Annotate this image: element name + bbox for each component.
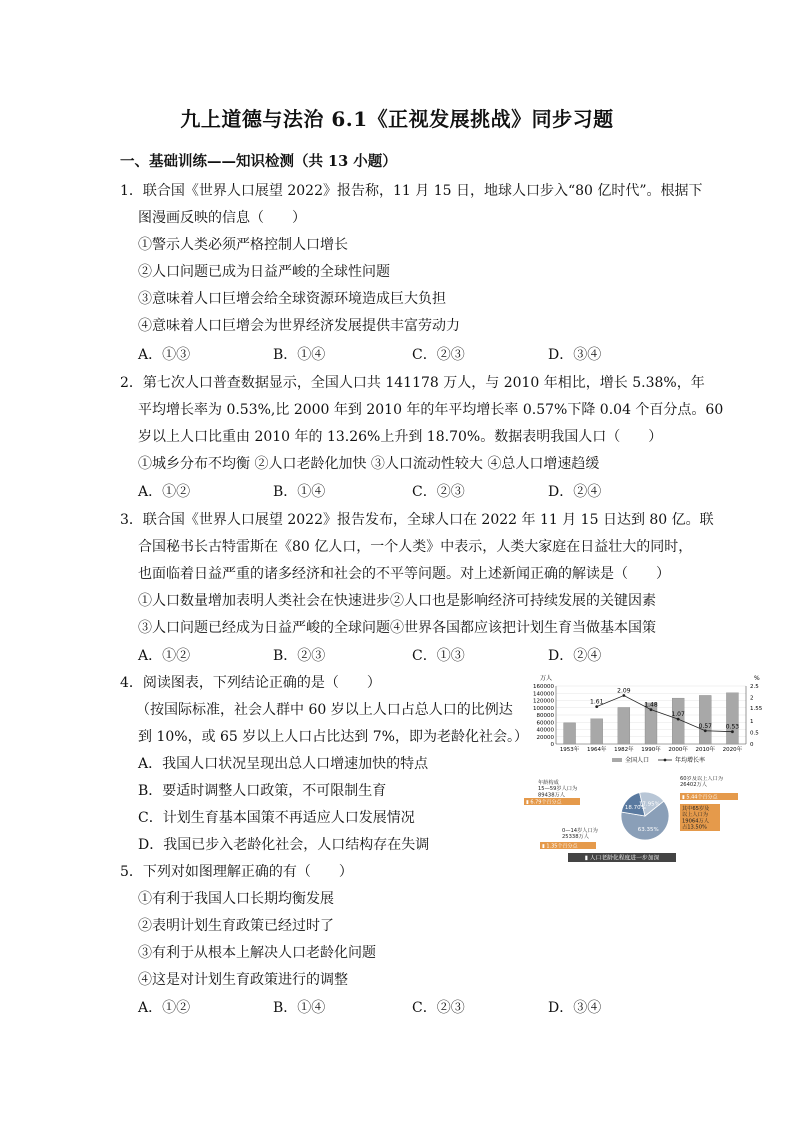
age-structure-pie-chart — [520, 776, 770, 864]
growth-rate-label: 1.07 — [671, 711, 685, 719]
x-tick-label: 1964年 — [586, 747, 607, 753]
pie-value-label: 63.35% — [637, 826, 659, 833]
question-1-statement-3: ③意味着人口巨增会给全球资源环境造成巨大负担 — [138, 291, 446, 307]
section-heading: 一、基础训练——知识检测（共 13 小题） — [120, 153, 397, 170]
annotation-elderly: 60岁及以上人口为 26402万人 — [680, 776, 723, 789]
question-3-stem-cont: 也面临着日益严重的诸多经济和社会的不平等问题。对上述新闻正确的解读是（ ） — [138, 566, 670, 582]
question-1-option-a[interactable]: A．①③ — [138, 347, 191, 363]
question-2-option-c[interactable]: C．②③ — [412, 484, 465, 500]
population-bar-line-chart — [520, 672, 770, 772]
page-title: 九上道德与法治 6.1《正视发展挑战》同步习题 — [180, 107, 614, 131]
pie-value-label: 17.95% — [638, 801, 660, 808]
question-4-note-cont: 到 10%，或 65 岁以上人口占比达到 7%，即为老龄化社会。） — [138, 729, 528, 745]
question-3-statement-3-4: ③人口问题已经成为日益严峻的全球问题④世界各国都应该把计划生育当做基本国策 — [138, 620, 656, 636]
annotation-over65: 其中65岁及以上人口为 19064万人占13.50% — [682, 806, 710, 831]
question-2-option-a[interactable]: A．①② — [138, 484, 191, 500]
population-figure — [520, 672, 770, 860]
question-1-stem-cont: 图漫画反映的信息（ ） — [138, 210, 306, 226]
question-3-option-c[interactable]: C．①③ — [412, 648, 465, 664]
legend-marker-growth — [664, 759, 667, 762]
left-tick-label: 120000 — [533, 698, 554, 705]
tag-children: ▮ 1.35个百分点 — [542, 843, 578, 850]
question-4-note: （按国际标准，社会人群中 60 岁以上人口占总人口的比例达 — [136, 702, 513, 718]
annotation-children: 0—14岁人口为 25338万人 — [562, 828, 598, 841]
left-tick-label: 0 — [550, 742, 554, 748]
question-5-option-c[interactable]: C．②③ — [412, 1000, 465, 1016]
annotation-working-age: 年龄构成 15—59岁人口为 89438万人 — [538, 780, 578, 799]
right-tick-label: 0 — [750, 742, 754, 748]
left-axis-unit: 万人 — [539, 675, 552, 682]
question-2-statements: ①城乡分布不均衡 ②人口老龄化加快 ③人口流动性较大 ④总人口增速趋缓 — [138, 456, 600, 472]
question-3-option-a[interactable]: A．①② — [138, 648, 191, 664]
footer-banner: ▮ 人口老龄化程度进一步加深 — [584, 855, 660, 862]
left-tick-label: 60000 — [536, 720, 554, 727]
question-5-option-b[interactable]: B．①④ — [273, 1000, 326, 1016]
growth-rate-label: 0.53 — [725, 723, 740, 731]
left-tick-label: 140000 — [533, 691, 554, 698]
growth-rate-line — [597, 696, 733, 732]
question-1-statement-4: ④意味着人口巨增会为世界经济发展提供丰富劳动力 — [138, 318, 460, 334]
population-bar — [564, 723, 576, 744]
growth-rate-label: 2.09 — [617, 687, 631, 695]
question-4-option-d[interactable]: D．我国已步入老龄化社会，人口结构存在失调 — [138, 837, 430, 853]
x-tick-label: 1990年 — [641, 747, 661, 753]
right-axis-unit: % — [754, 675, 760, 682]
right-tick-label: 0.5 — [750, 730, 759, 737]
x-tick-label: 2010年 — [695, 747, 716, 753]
question-2-option-d[interactable]: D．②④ — [548, 484, 602, 500]
left-tick-label: 40000 — [536, 727, 554, 734]
question-4-option-a[interactable]: A．我国人口状况呈现出总人口增速加快的特点 — [138, 756, 429, 772]
question-5-option-d[interactable]: D．③④ — [548, 1000, 602, 1016]
question-5-stem: 5．下列对如图理解正确的有（ ） — [120, 864, 353, 880]
growth-rate-label: 0.57 — [698, 722, 712, 730]
question-3-stem-cont: 合国秘书长古特雷斯在《80 亿人口，一个人类》中表示，人类大家庭在日益壮大的同时， — [138, 539, 693, 555]
question-1-statement-2: ②人口问题已成为日益严峻的全球性问题 — [138, 264, 390, 280]
question-4-stem: 4．阅读图表，下列结论正确的是（ ） — [120, 675, 381, 691]
question-3-option-d[interactable]: D．②④ — [548, 648, 602, 664]
question-4-option-c[interactable]: C．计划生育基本国策不再适应人口发展情况 — [138, 810, 415, 826]
population-bar — [699, 695, 711, 744]
x-tick-label: 2000年 — [668, 747, 688, 753]
pie-value-label: 18.70% — [624, 804, 646, 811]
question-5-option-a[interactable]: A．①② — [138, 1000, 191, 1016]
tag-elderly: ▮ 5.44个百分点 — [682, 794, 718, 801]
question-3-stem: 3．联合国《世界人口展望 2022》报告发布，全球人口在 2022 年 11 月 15 日达到 80 亿。联 — [120, 512, 714, 528]
right-tick-label: 2.5 — [750, 684, 759, 690]
population-bar — [591, 719, 603, 744]
population-bar — [726, 693, 738, 744]
left-tick-label: 160000 — [533, 684, 554, 690]
growth-rate-label: 1.48 — [644, 701, 658, 709]
left-tick-label: 20000 — [536, 734, 554, 741]
question-1-option-c[interactable]: C．②③ — [412, 347, 465, 363]
question-5-statement-1: ①有利于我国人口长期均衡发展 — [138, 891, 334, 907]
legend-label-growth: 年均增长率 — [675, 757, 706, 764]
right-tick-label: 2 — [750, 695, 754, 702]
question-1-stem: 1．联合国《世界人口展望 2022》报告称，11 月 15 日，地球人口步入“80 亿时代”。根据下 — [120, 183, 703, 199]
question-2-stem-cont: 岁以上人口比重由 2010 年的 13.26%上升到 18.70%。数据表明我国人口（ ） — [138, 429, 663, 445]
question-1-option-d[interactable]: D．③④ — [548, 347, 602, 363]
x-tick-label: 1953年 — [559, 747, 580, 753]
tag-working: ▮ 6.79个百分点 — [526, 799, 562, 806]
right-tick-label: 1 — [750, 718, 754, 725]
population-bar — [618, 707, 630, 744]
question-2-option-b[interactable]: B．①④ — [273, 484, 326, 500]
growth-rate-label: 1.61 — [590, 698, 604, 706]
legend-swatch-population — [612, 758, 622, 762]
question-5-statement-2: ②表明计划生育政策已经过时了 — [138, 918, 334, 934]
question-1-statement-1: ①警示人类必须严格控制人口增长 — [138, 237, 348, 253]
left-tick-label: 80000 — [536, 713, 554, 719]
x-tick-label: 2020年 — [722, 747, 743, 753]
left-tick-label: 100000 — [533, 705, 554, 712]
right-tick-label: 1.55 — [750, 706, 763, 713]
question-2-stem: 2．第七次人口普查数据显示，全国人口共 141178 万人，与 2010 年相比，增长 5.38%，年 — [120, 375, 705, 391]
question-4-option-b[interactable]: B．要适时调整人口政策，不可限制生育 — [138, 783, 387, 799]
question-2-stem-cont: 平均增长率为 0.53%,比 2000 年到 2010 年的年平均增长率 0.57%下降 0.04 个百分点。60 — [138, 402, 724, 418]
x-tick-label: 1982年 — [614, 747, 634, 753]
question-3-statement-1-2: ①人口数量增加表明人类社会在快速进步②人口也是影响经济可持续发展的关键因素 — [138, 593, 656, 609]
question-5-statement-3: ③有利于从根本上解决人口老龄化问题 — [138, 945, 376, 961]
question-3-option-b[interactable]: B．②③ — [273, 648, 326, 664]
legend-label-population: 全国人口 — [625, 757, 650, 764]
question-1-option-b[interactable]: B．①④ — [273, 347, 326, 363]
question-5-statement-4: ④这是对计划生育政策进行的调整 — [138, 972, 348, 988]
